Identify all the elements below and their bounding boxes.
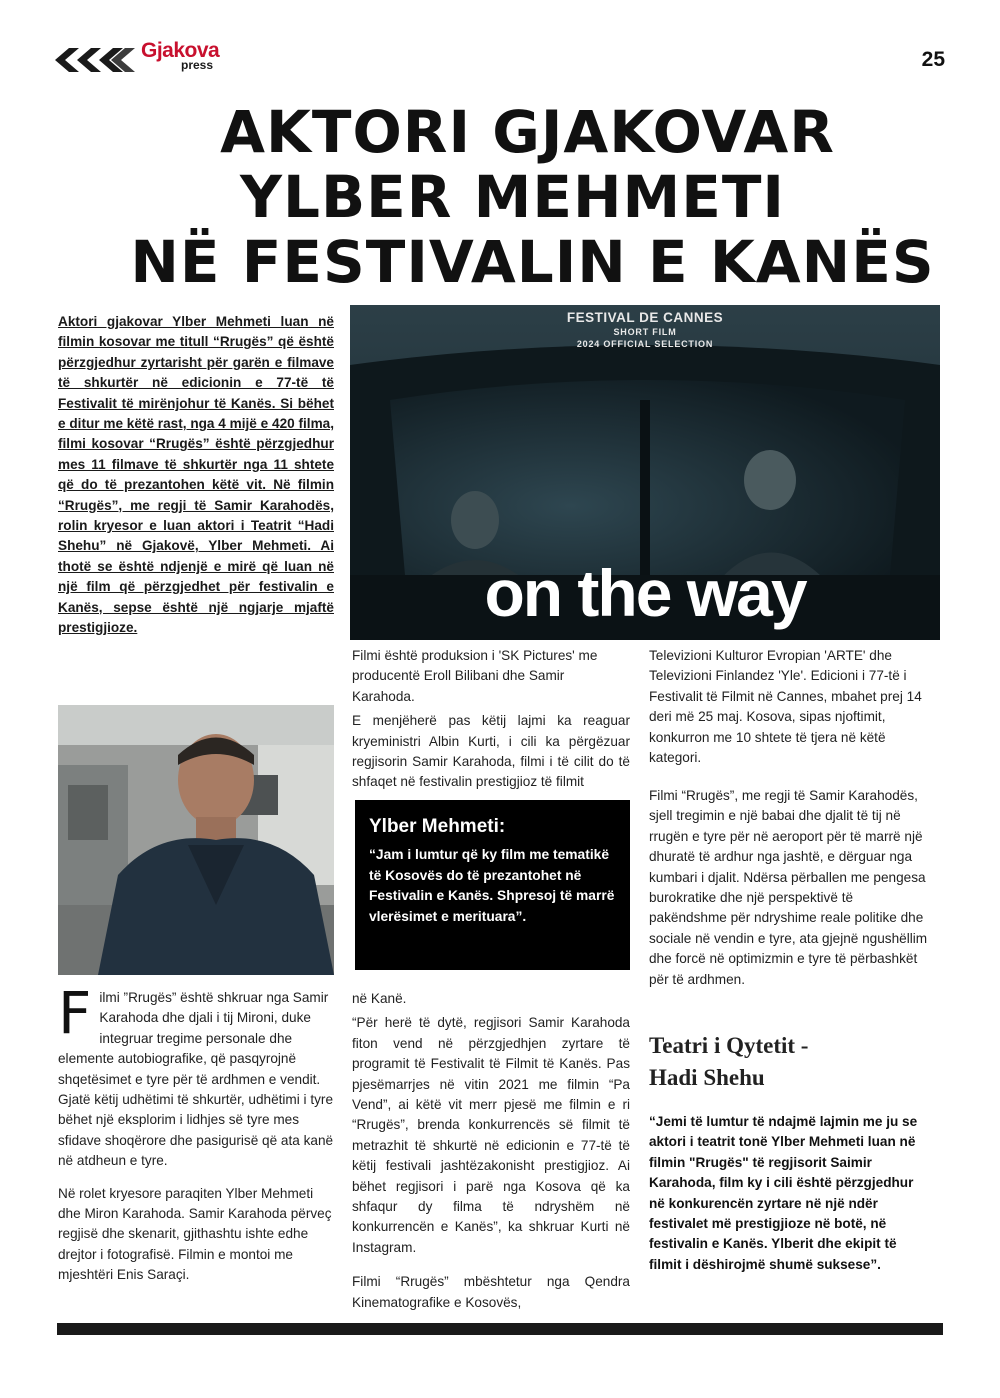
quote-text: “Jam i lumtur që ky film me tematikë të Kosovës do të prezantohet në Festivalin e Kanës. Shpresoj të marrë vlerësimet e merituara”. (369, 847, 615, 924)
column-3-paragraph-2: Filmi “Rrugës”, me regji të Samir Karahodës, sjell tregimin e një babai dhe djalit të tij në rrugën e tyre për në aeroport për të marrë një dhuratë të ardhur nga jashtë, e dërguar nga kumbari i djalit. Ndërsa përballen me pengesa burokratike dhe një perspektivë të pakëndshme për ndryshime reale politike dhe sociale në vendin e tyre, ata gjejnë ngushëllim dhe forcë në optimizmin e tyre të përbashkët për të ardhmen. (649, 788, 928, 987)
page-header (55, 40, 945, 80)
column-2-paragraph-5: Filmi “Rrugës” mbështetur nga Qendra Kinematografike e Kosovës, (352, 1274, 630, 1310)
festival-label (350, 310, 940, 350)
column-3-paragraph-1: Televizioni Kulturor Evropian 'ARTE' dhe Televizioni Finlandez 'Yle'. Edicioni i 77-të i Festivalit të Filmit në Cannes, mbahet prej 14 deri më 25 maj. Kosova, sipas njoftimit, konkurron me 10 shtete të tjera në këtë kategori. (649, 648, 922, 766)
column-1-paragraph-2: Në rolet kryesore paraqiten Ylber Mehmeti dhe Miron Karahoda. Samir Karahoda përveç regjisë dhe skenarit, gjithashtu ishte edhe drejtor i fotografisë. Filmin e montoi me mjeshtëri Enis Saraçi. (58, 1185, 332, 1283)
column-2-paragraph-3: në Kanë. (352, 991, 407, 1006)
column-2-bottom (352, 989, 630, 1317)
chevrons-left-icon (55, 48, 137, 72)
actor-portrait-image (58, 705, 334, 975)
section-heading-line-1: Teatri i Qytetit - (649, 1033, 809, 1058)
column-1-paragraph-1 (58, 979, 334, 1172)
quote-author: Ylber Mehmeti: (369, 816, 506, 837)
headline-line-1: AKTORI GJAKOVAR (220, 98, 835, 166)
section-heading (649, 1030, 929, 1094)
column-1-paragraph-1-text: ilmi ”Rrugës” është shkruar nga Samir Karahoda dhe djali i tij Mironi, duke integruar tregime personale dhe elemente autobiografike, që pasqyrojnë shqetësimet e tyre për të ardhmen e vendit. Gjatë këtij udhëtimi të shkurtër, udhëtimi i tyre bëhet një eksplorim i lidhjes së tyre mes sfidave shoqërore dhe pasigurisë që ata kanë në atdheun e tyre. (58, 990, 334, 1169)
festival-title: FESTIVAL DE CANNES (566, 310, 724, 325)
theater-quote: “Jemi të lumtur të ndajmë lajmin me ju se aktori i teatrit tonë Ylber Mehmeti luan në filmin "Rrugës" të regjisorit Saimir Karahoda, film ky i cili është përzgjedhur në konkurencën zyrtare në një ndër festivalet më prestigjioze në botë, në festivalin e Kanës. Ylberit dhe ekipit të filmit i dëshirojmë shumë suksese”. (649, 1114, 918, 1272)
footer-rule (57, 1323, 943, 1335)
column-2-paragraph-1: Filmi është produksion i 'SK Pictures' me producentë Eroll Bilibani dhe Samir Karahoda. (352, 648, 598, 704)
festival-short-film: SHORT FILM (613, 327, 677, 337)
column-2-top (352, 646, 630, 797)
column-2-paragraph-2: E menjëherë pas këtij lajmi ka reaguar kryeministri Albin Kurti, i cili ka përgëzuar regjisorin Samir Karahoda, filmi i të cilit do të shfaqet në festivalin prestigjioz të filmit (352, 713, 630, 790)
column-1-text (58, 979, 334, 1298)
lead-paragraph: Aktori gjakovar Ylber Mehmeti luan në filmin kosovar me titull “Rrugës” që është përzgjedhur zyrtarisht për garën e filmave të shkurtër në edicionin e 77-të të Festivalit të mirënjohur të Kanës. Si bëhet e ditur me këtë rast, nga 4 mijë e 420 filma, filmi kosovar “Rrugës” është përzgjedhur mes 11 filmave të shkurtër nga 11 shtete që do të prezantohen këtë vit. Në filmin “Rrugës”, me regji të Samir Karahodës, rolin kryesor e luan aktori i Teatrit “Hadi Shehu” në Gjakovë, Ylber Mehmeti. Ai thotë se është ndjenjë e mirë që luan në një film që përzgjedhet për festivalin e Kanës, sepse është një ngjarje mjaftë prestigjioze. (58, 314, 334, 636)
logo-name: Gjakova (141, 39, 220, 62)
film-title: on the way (484, 556, 806, 630)
article-headline (60, 100, 940, 295)
film-poster-image (350, 305, 940, 640)
drop-cap: F (58, 979, 92, 1047)
page-number: 25 (921, 48, 945, 71)
column-2-paragraph-4: “Për herë të dytë, regjisori Samir Karahoda fiton vend në përzgjedhjen zyrtare të programit të Festivalit të Filmit të Kanës. Pas pjesëmarrjes në vitin 2021 me filmin “Pa Vend”, ai këtë vit merr pjesë me filmin e ri “Rrugës”, brenda konkurrencës së filmit të metrazhit të shkurtë në edicionin e 77-të të këtij festivali jashtëzakonisht prestigjioz. Ai bëhet regjisori i parë nga Kosova që ka shfaqur dy filma të ndryshëm në konkurrencën e Kanës”, ka shkruar Kurti në Instagram. (352, 1015, 630, 1255)
section-heading-line-2: Hadi Shehu (649, 1065, 765, 1090)
headline-line-2: YLBER MEHMETI (240, 163, 785, 231)
festival-selection: 2024 OFFICIAL SELECTION (576, 339, 714, 349)
headline-line-3: NË FESTIVALIN E KANËS (130, 228, 935, 296)
quote-box (355, 800, 630, 970)
logo-subtitle: press (181, 58, 214, 72)
portrait-illustration (58, 705, 334, 975)
